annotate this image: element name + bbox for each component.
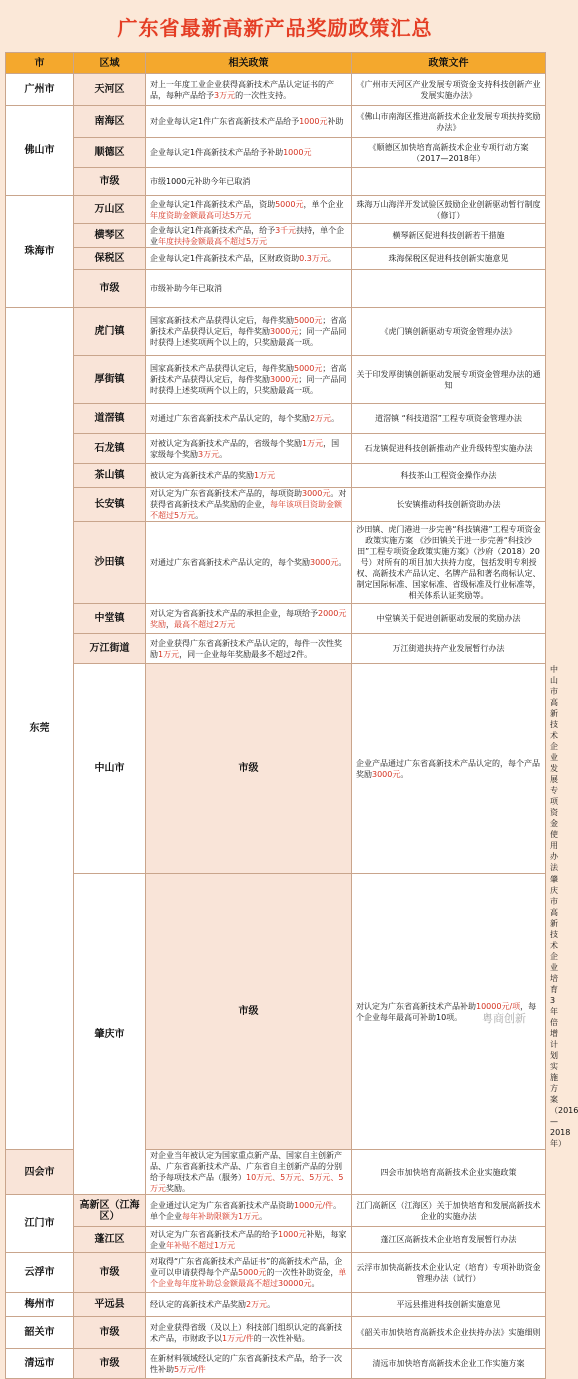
policy-amount: 每年补助限额为1万元 <box>182 1211 260 1221</box>
city-cell: 梅州市 <box>6 1293 74 1317</box>
policy-cell <box>146 224 352 248</box>
doc-cell: 蓬江区高新技术企业培育发展暂行办法 <box>352 1227 546 1253</box>
table-row <box>6 356 546 404</box>
watermark: 粤商创新 <box>482 1012 526 1025</box>
policy-text: 。 <box>331 414 340 423</box>
table-row <box>6 604 546 634</box>
policy-text: ，同一企业每年奖励最多不超过2件。 <box>179 649 313 659</box>
policy-amount: 年补贴不超过1万元 <box>166 1240 236 1250</box>
district-cell: 虎门镇 <box>74 308 146 356</box>
policy-amount: 3000元 <box>270 327 299 336</box>
table-row <box>6 464 546 488</box>
policy-cell <box>146 1227 352 1253</box>
policy-amount: 每年该项目资助金额不超过5万元 <box>150 500 342 520</box>
policy-text: 。 <box>219 449 228 459</box>
table-row <box>6 74 546 106</box>
city-cell: 中山市 <box>74 664 146 874</box>
table-row <box>6 308 546 356</box>
table-row <box>6 248 546 270</box>
policy-cell <box>146 1253 352 1293</box>
doc-cell: 清远市加快培育高新技术企业工作实施方案 <box>352 1349 546 1379</box>
policy-text: 企业产品通过广东省高新技术产品认定的，每个产品奖励 <box>356 758 540 779</box>
table-row <box>6 168 546 196</box>
district-cell: 长安镇 <box>74 488 146 522</box>
page-title: 广东省最新高新产品奖励政策汇总 <box>117 15 433 40</box>
doc-cell: 珠海万山海洋开发试验区鼓励企业创新驱动暂行制度（修订） <box>352 196 546 224</box>
policy-text: 。 <box>195 511 204 520</box>
policy-cell <box>146 488 352 522</box>
policy-text: 。 <box>400 769 409 779</box>
policy-amount: 3万元 <box>214 90 236 100</box>
table-row <box>6 196 546 224</box>
policy-text: 国家高新技术产品获得认定后，每件奖励 <box>150 316 294 325</box>
header-city: 市 <box>6 53 74 74</box>
policy-amount: 0.3万元 <box>299 254 328 263</box>
district-cell: 南海区 <box>74 106 146 138</box>
policy-text: 企业每认定1件高新技术产品，给予 <box>150 225 276 235</box>
table-body <box>6 74 578 1379</box>
doc-cell: 《佛山市南海区推进高新技术企业发展专项扶持奖励办法》 <box>352 106 546 138</box>
table-row <box>6 106 546 138</box>
policy-text: 。 <box>311 1279 320 1288</box>
district-cell: 市级 <box>74 168 146 196</box>
title-bar <box>0 0 550 52</box>
district-cell: 茶山镇 <box>74 464 146 488</box>
policy-text: 的一次性支持。 <box>235 90 292 100</box>
city-cell: 韶关市 <box>6 1317 74 1349</box>
policy-text: 奖励。 <box>166 1184 190 1193</box>
doc-cell: 关于印发厚街镇创新驱动发展专项资金管理办法的通知 <box>352 356 546 404</box>
table-row <box>6 1349 546 1379</box>
city-cell: 清远市 <box>6 1349 74 1379</box>
policy-text: 补贴，每家企业 <box>150 1229 347 1250</box>
city-cell: 江门市 <box>6 1195 74 1253</box>
policy-text: 企业每认定1件高新技术产品，资助 <box>150 199 276 209</box>
policy-cell <box>146 138 352 168</box>
policy-cell <box>352 664 546 874</box>
district-cell: 道滘镇 <box>74 404 146 434</box>
policy-cell <box>146 168 352 196</box>
policy-text: 在新材料领域经认定的广东省高新技术产品，给予一次性补助 <box>150 1353 342 1374</box>
district-cell: 石龙镇 <box>74 434 146 464</box>
policy-text: 。 <box>259 1211 268 1221</box>
doc-cell: 科技茶山工程资金操作办法 <box>352 464 546 488</box>
policy-text: 对企业每认定1件广东省高新技术产品给予 <box>150 117 300 126</box>
city-cell: 云浮市 <box>6 1253 74 1293</box>
policy-cell <box>146 308 352 356</box>
district-cell: 市级 <box>74 1317 146 1349</box>
policy-cell <box>146 522 352 604</box>
doc-cell: 江门高新区（江海区）关于加快培育和发展高新技术企业的实施办法 <box>352 1195 546 1227</box>
policy-text: 对企业获得广东省高新技术产品认定的，每件一次性奖励 <box>150 638 342 659</box>
policy-text: 企业通过认定为广东省高新技术产品资助 <box>150 1200 294 1210</box>
policy-table <box>5 52 578 1379</box>
city-cell: 东莞 <box>6 308 74 1150</box>
policy-text: 。 <box>327 254 336 263</box>
header-district: 区域 <box>74 53 146 74</box>
policy-amount: 1万元/件 <box>222 1333 254 1343</box>
doc-cell: 石龙镇促进科技创新推动产业升级转型实施办法 <box>352 434 546 464</box>
policy-amount: 2万元 <box>310 414 332 423</box>
policy-text: 国家高新技术产品获得认定后，每件奖励 <box>150 364 294 373</box>
policy-cell <box>146 106 352 138</box>
policy-text: 对企业当年被认定为国家重点新产品、国家自主创新产品、广东省高新技术产品、广东省自主创新产品的分别给予每项技术产品（服务） <box>150 1151 342 1182</box>
district-cell: 万江街道 <box>74 634 146 664</box>
policy-text: 。对获得省高新技术产品奖励的企业， <box>150 489 347 509</box>
policy-amount: 5000元 <box>238 1268 267 1277</box>
doc-cell: 《虎门镇创新驱动专项资金管理办法》 <box>352 308 546 356</box>
policy-amount: 1000元/件 <box>294 1200 334 1210</box>
policy-text: ， <box>166 619 174 629</box>
policy-amount: 最高不超过2万元 <box>174 619 236 629</box>
district-cell: 保税区 <box>74 248 146 270</box>
policy-amount: 1000元 <box>278 1229 307 1239</box>
policy-text: 的一次性补助资金， <box>266 1268 339 1277</box>
policy-amount: 1万元 <box>254 471 276 480</box>
policy-text: ，单个企业 <box>303 199 344 209</box>
policy-text: ；同一产品同时获得上述奖项两个以上的，只奖励最高一项。 <box>150 375 347 395</box>
doc-cell: 珠海保税区促进科技创新实施意见 <box>352 248 546 270</box>
policy-cell <box>146 74 352 106</box>
table-row <box>6 1253 546 1293</box>
table-row <box>6 270 546 308</box>
city-cell: 佛山市 <box>6 106 74 196</box>
policy-text: 。 <box>338 558 347 567</box>
policy-cell <box>146 434 352 464</box>
policy-text: 对认定为广东省高新技术产品的，每项资助 <box>150 489 302 498</box>
table-header-row <box>6 53 546 74</box>
table-row <box>6 1227 546 1253</box>
table-row <box>6 1293 546 1317</box>
doc-cell: 《顺德区加快培育高新技术企业专项行动方案（2017—2018年） <box>352 138 546 168</box>
policy-cell <box>146 1150 352 1195</box>
policy-amount: 5万元/件 <box>174 1364 206 1374</box>
doc-cell: 沙田镇、虎门港进一步完善“科技镇港”工程专项资金政策实施方案 《沙田镇关于进一步完善“科技沙田”工程专项资金政策实施方案》（沙府（2018）20号）对所有的项目加大扶持力度，包括发明专利授权、高新技术产品认定、名牌产品和著名商标认定、制定国际标准、国家标准、省级标准及行业标准等，相关体系认证奖励等。 <box>352 522 546 604</box>
policy-text: 补助 <box>327 117 344 126</box>
district-cell: 市级 <box>74 1253 146 1293</box>
doc-cell: 云浮市加快高新技术企业认定（培育）专项补助资金管理办法（试行） <box>352 1253 546 1293</box>
doc-cell: 万江街道扶持产业发展暂行办法 <box>352 634 546 664</box>
table-row <box>6 1317 546 1349</box>
policy-text: 的一次性补贴。 <box>253 1333 310 1343</box>
policy-text: 市级补助今年已取消 <box>150 284 222 293</box>
policy-text: 对认定为省高新技术产品的承担企业，每项给予 <box>150 608 318 618</box>
district-cell: 沙田镇 <box>74 522 146 604</box>
policy-text: 市级1000元补助今年已取消 <box>150 177 251 186</box>
policy-cell <box>146 1195 352 1227</box>
doc-cell <box>352 270 546 308</box>
policy-text: ；同一产品同时获得上述奖项两个以上的，只奖励最高一项。 <box>150 327 347 347</box>
doc-cell <box>352 168 546 196</box>
policy-text: 对上一年度工业企业获得高新技术产品认定证书的产品，每种产品给予 <box>150 79 334 100</box>
policy-amount: 2万元 <box>246 1300 268 1309</box>
district-cell: 蓬江区 <box>74 1227 146 1253</box>
policy-text: 。 <box>267 1300 276 1309</box>
table-row: 中山市 市级 企业产品通过广东省高新技术产品认定的，每个产品奖励3000元。 中山市高新技术企业发展专项资金使用办法 <box>6 664 546 874</box>
city-cell: 广州市 <box>6 74 74 106</box>
policy-cell <box>146 270 352 308</box>
table-row <box>6 404 546 434</box>
policy-text: 对被认定为高新技术产品的，省级每个奖励 <box>150 438 302 448</box>
policy-text: ，国家级每个奖励 <box>150 438 340 459</box>
policy-amount: 5000元 <box>275 199 304 209</box>
policy-amount: 10万元、5万元、5万元、5万元 <box>150 1173 344 1193</box>
doc-cell: 平远县推进科技创新实施意见 <box>352 1293 546 1317</box>
policy-text: 被认定为高新技术产品的奖励 <box>150 471 254 480</box>
policy-amount: 5000元 <box>294 316 323 325</box>
table-row <box>6 522 546 604</box>
district-cell: 顺德区 <box>74 138 146 168</box>
district-cell: 厚街镇 <box>74 356 146 404</box>
doc-cell: 长安镇推动科技创新资助办法 <box>352 488 546 522</box>
policy-text: ；省高新技术产品获得认定后，每件奖励 <box>150 364 347 384</box>
district-cell: 平远县 <box>74 1293 146 1317</box>
policy-amount: 3万元 <box>198 449 220 459</box>
policy-cell <box>146 1349 352 1379</box>
policy-text: 对通过广东省高新技术产品认定的，每个奖励 <box>150 558 310 567</box>
policy-text: 企业每认定1件高新技术产品给予补助 <box>150 148 284 157</box>
doc-cell: 中堂镇关于促进创新驱动发展的奖励办法 <box>352 604 546 634</box>
district-cell: 四会市 <box>6 1150 74 1195</box>
policy-cell <box>146 248 352 270</box>
doc-cell: 《广州市天河区产业发展专项资金支持科技创新产业发展实施办法》 <box>352 74 546 106</box>
policy-text: ，每个企业每年最高可补助10项。 <box>356 1001 537 1022</box>
policy-text: 扶持，单个企业 <box>150 225 345 246</box>
district-cell: 中堂镇 <box>74 604 146 634</box>
policy-amount: 3000元 <box>302 489 331 498</box>
policy-text: 对认定为广东省高新技术产品的给予 <box>150 1229 278 1239</box>
policy-cell <box>146 196 352 224</box>
policy-cell <box>146 604 352 634</box>
policy-amount: 3000元 <box>310 558 339 567</box>
policy-amount: 单个企业每年度补助总金额最高不超过30000元 <box>150 1268 347 1288</box>
policy-cell <box>146 1317 352 1349</box>
district-cell: 市级 <box>74 1349 146 1379</box>
doc-cell: 四会市加快培育高新技术企业实施政策 <box>352 1150 546 1195</box>
doc-cell: 道滘镇 “科技道滘”工程专项资金管理办法 <box>352 404 546 434</box>
policy-amount: 1000元 <box>283 148 312 157</box>
table-row <box>6 1195 546 1227</box>
table-row <box>6 634 546 664</box>
policy-amount: 年度资助金额最高可达5万元 <box>150 210 252 220</box>
policy-cell <box>146 356 352 404</box>
policy-amount: 2000元奖励 <box>150 608 347 629</box>
policy-cell <box>146 634 352 664</box>
table-row <box>6 138 546 168</box>
doc-cell: 横琴新区促进科技创新若干措施 <box>352 224 546 248</box>
policy-text: 对认定为广东省高新技术产品补助 <box>356 1001 476 1011</box>
district-cell: 高新区（江海区） <box>74 1195 146 1227</box>
policy-amount: 10000元/项 <box>476 1001 521 1011</box>
policy-text: 对通过广东省高新技术产品认定的，每个奖励 <box>150 414 310 423</box>
table-row <box>6 488 546 522</box>
policy-text: 经认定的高新技术产品奖励 <box>150 1300 246 1309</box>
policy-amount: 3千元 <box>275 225 297 235</box>
district-cell: 市级 <box>146 664 352 874</box>
policy-amount: 1000元 <box>299 117 328 126</box>
table-row: 肇庆市 市级 对认定为广东省高新技术产品补助10000元/项，每个企业每年最高可补助10项。 肇庆市高新技术企业培育3年倍增计划实施方案（2016—2018年） <box>6 874 546 1150</box>
policy-text: 企业每认定1件高新技术产品，区财政资助 <box>150 254 300 263</box>
doc-cell: 《韶关市加快培育高新技术企业扶持办法》实施细则 <box>352 1317 546 1349</box>
district-cell: 天河区 <box>74 74 146 106</box>
policy-amount: 3000元 <box>270 375 299 384</box>
policy-cell <box>146 404 352 434</box>
table-row <box>6 434 546 464</box>
policy-text: 对取得“广东省高新技术产品证书”的高新技术产品，企业可以申请获得每个产品 <box>150 1257 343 1277</box>
header-doc: 政策文件 <box>352 53 546 74</box>
policy-amount: 1万元 <box>302 438 324 448</box>
city-cell: 珠海市 <box>6 196 74 308</box>
city-cell: 肇庆市 <box>74 874 146 1195</box>
policy-amount: 5000元 <box>294 364 323 373</box>
policy-cell <box>146 1293 352 1317</box>
policy-cell <box>146 464 352 488</box>
policy-amount: 3000元 <box>372 769 401 779</box>
policy-amount: 1万元 <box>158 649 180 659</box>
district-cell: 市级 <box>146 874 352 1150</box>
policy-text: ；省高新技术产品获得认定后，每件奖励 <box>150 316 347 336</box>
policy-text: 对企业获得省级（及以上）科技部门组织认定的高新技术产品，市财政予以 <box>150 1322 342 1343</box>
policy-text: 。单个企业 <box>150 1200 342 1221</box>
table-row <box>6 224 546 248</box>
district-cell: 万山区 <box>74 196 146 224</box>
district-cell: 横琴区 <box>74 224 146 248</box>
policy-amount: 年度扶持金额最高不超过5万元 <box>158 236 268 246</box>
district-cell: 市级 <box>74 270 146 308</box>
header-policy: 相关政策 <box>146 53 352 74</box>
